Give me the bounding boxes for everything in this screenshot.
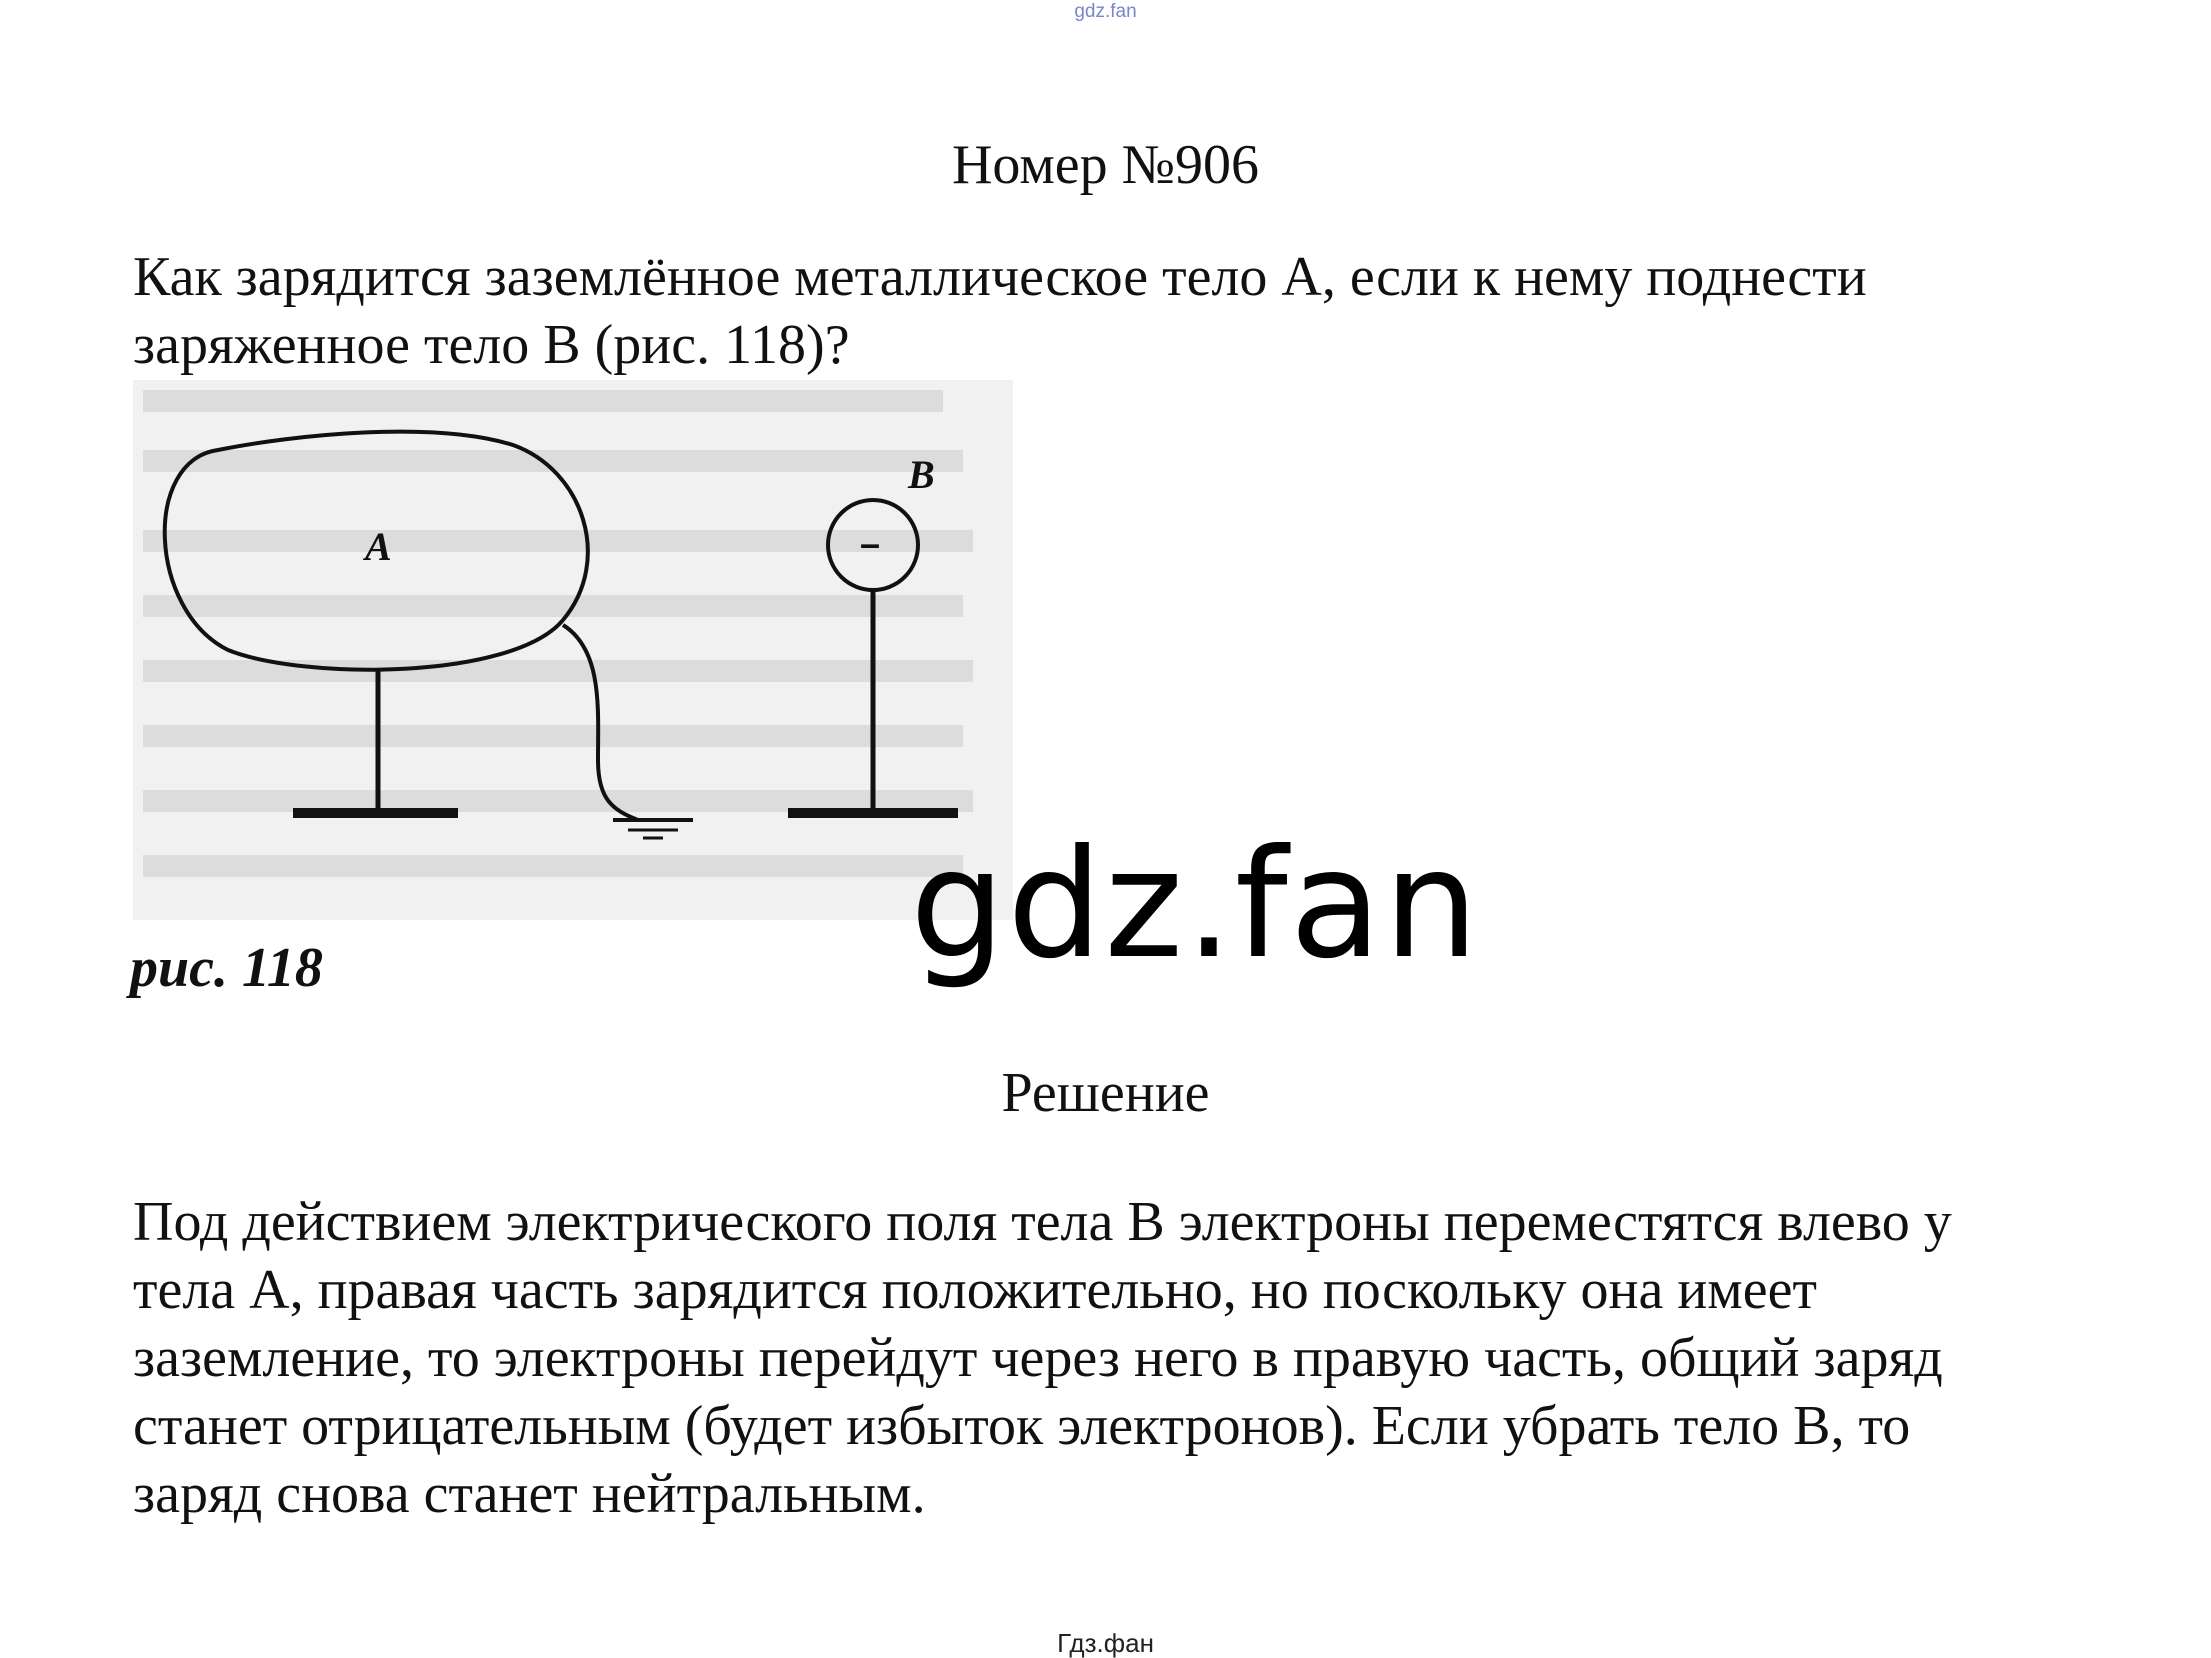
electrostatics-diagram [133,380,1033,920]
charge-sign: – [860,523,881,564]
solution-heading: Решение [1001,1062,1210,1124]
solution-line: заряд снова станет нейтральным. [133,1463,926,1525]
solution-line: Под действием электрического поля тела В электроны переместятся влево у [133,1191,1952,1253]
footer-text: Гдз.фан [1057,1628,1154,1658]
figure-caption: рис. 118 [130,937,323,999]
body-b-base [788,808,958,818]
task-title: Номер №906 [951,134,1260,196]
site-link[interactable]: gdz.fan [1074,1,1137,22]
body-b-label: B [908,452,935,497]
question-text [133,243,2133,379]
body-a-label: A [365,524,392,569]
solution-line: заземление, то электроны перейдут через него в правую часть, общий заряд [133,1327,1943,1389]
solution-text [133,1188,2183,1528]
body-a-base [293,808,458,818]
question-line: заряженное тело В (рис. 118)? [133,314,850,376]
solution-line: станет отрицательным (будет избыток электронов). Если убрать тело В, то [133,1395,1911,1457]
question-line: Как зарядится заземлённое металлическое тело А, если к нему поднести [133,246,1867,308]
solution-line: тела А, правая часть зарядится положительно, но поскольку она имеет [133,1259,1817,1321]
watermark: gdz.fan [910,818,1481,992]
figure-118 [133,380,1033,920]
